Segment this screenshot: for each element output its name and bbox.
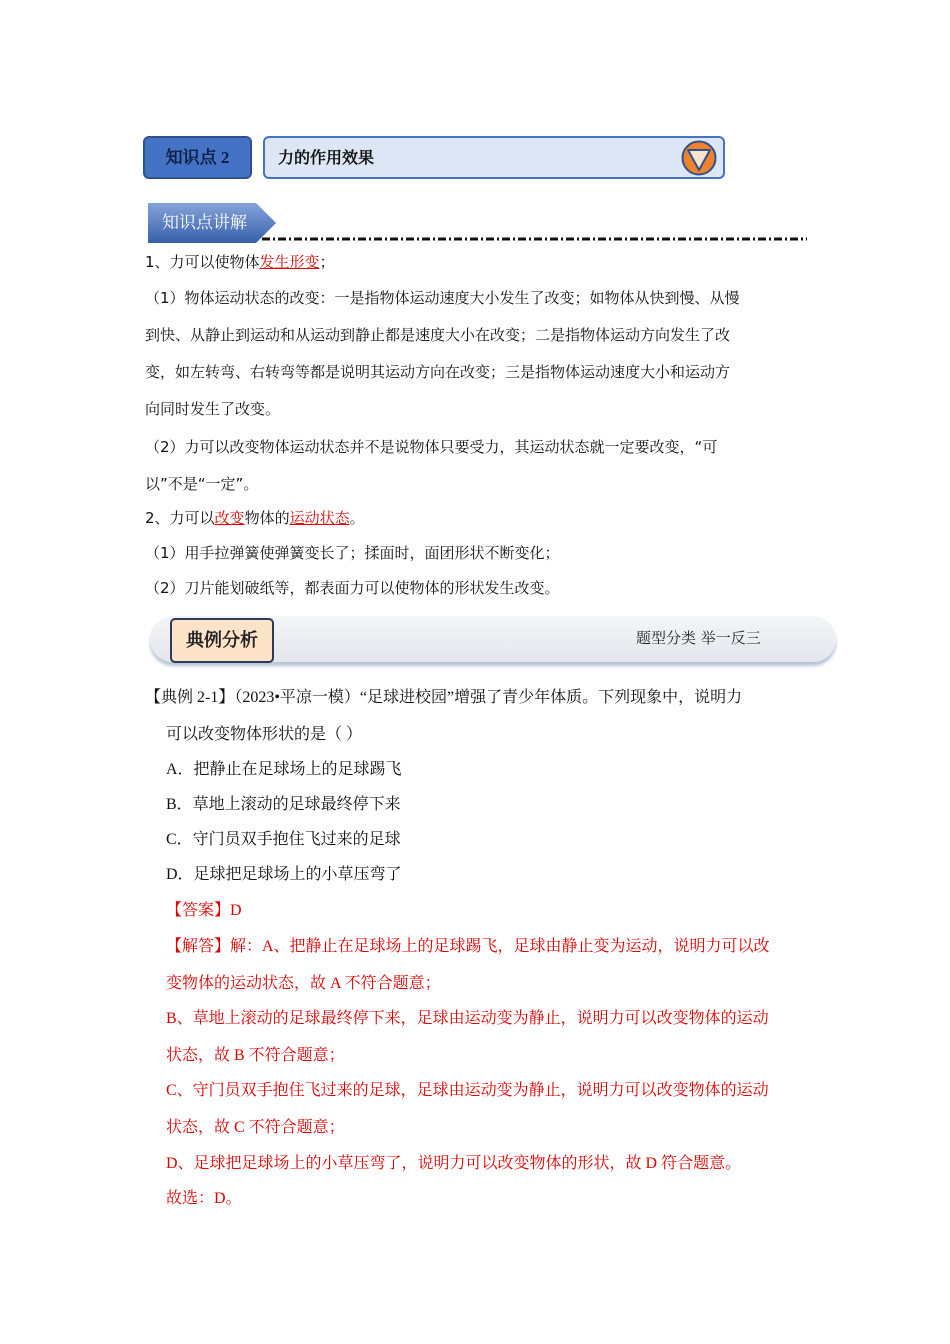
option-a: A．把静止在足球场上的足球踢飞 xyxy=(166,761,402,778)
point-2-end: 。 xyxy=(349,509,365,527)
point-2-text: 2、力可以 xyxy=(145,509,215,527)
point-1-keyword: 发生形变 xyxy=(259,253,320,271)
knowledge-point-title: 力的作用效果 xyxy=(278,148,375,167)
point-1-sub1-line4: 向同时发生了改变。 xyxy=(145,400,281,418)
section-divider xyxy=(262,236,807,242)
point-1-sub2-line1: （2）力可以改变物体运动状态并不是说物体只要受力，其运动状态就一定要改变，“可 xyxy=(145,438,718,456)
knowledge-point-tag: 知识点 2 xyxy=(143,136,252,179)
point-1-sub1-line3: 变，如左转弯、右转弯等都是说明其运动方向在改变；三是指物体运动速度大小和运动方 xyxy=(145,363,731,381)
point-2-sub1: （1）用手拉弹簧使弹簧变长了；揉面时，面团形状不断变化； xyxy=(145,544,560,562)
point-2-keyword-2: 运动状态 xyxy=(289,509,350,527)
example-banner-subtitle: 题型分类 举一反三 xyxy=(636,629,761,647)
solution-line6: 状态，故 C 不符合题意； xyxy=(166,1119,345,1136)
solution-line7: D、足球把足球场上的小草压弯了，说明力可以改变物体的形状，故 D 符合题意。 xyxy=(166,1155,742,1172)
solution-line3: B、草地上滚动的足球最终停下来，足球由运动变为静止，说明力可以改变物体的运动 xyxy=(166,1010,769,1027)
example-question-line2: 可以改变物体形状的是（ ） xyxy=(166,726,363,743)
option-d: D．足球把足球场上的小草压弯了 xyxy=(166,866,402,883)
option-c: C．守门员双手抱住飞过来的足球 xyxy=(166,831,401,848)
point-1-sub1-line2: 到快、从静止到运动和从运动到静止都是速度大小在改变；二是指物体运动方向发生了改 xyxy=(145,326,731,344)
point-2-text-mid: 物体的 xyxy=(244,509,290,527)
point-1 xyxy=(145,252,335,272)
solution-line2: 变物体的运动状态，故 A 不符合题意； xyxy=(166,975,441,992)
point-1-sub2-line2: 以”不是“一定”。 xyxy=(145,475,259,493)
knowledge-point-title-bar xyxy=(263,136,725,179)
point-2 xyxy=(145,508,365,528)
solution-conclusion: 故选：D。 xyxy=(166,1190,242,1207)
point-1-text: 1、力可以使物体 xyxy=(145,253,260,271)
option-b: B．草地上滚动的足球最终停下来 xyxy=(166,796,401,813)
example-question-line1: 【典例 2-1】（2023•平凉一模）“足球进校园”增强了青少年体质。下列现象中，说明力 xyxy=(145,689,743,706)
solution-line5: C、守门员双手抱住飞过来的足球，足球由运动变为静止，说明力可以改变物体的运动 xyxy=(166,1082,769,1099)
point-1-end: ； xyxy=(319,253,335,271)
point-2-keyword-1: 改变 xyxy=(214,509,245,527)
answer: 【答案】D xyxy=(166,902,242,919)
solution-line4: 状态，故 B 不符合题意； xyxy=(166,1047,345,1064)
section-ribbon-label: 知识点讲解 xyxy=(162,213,247,233)
example-banner-label: 典例分析 xyxy=(170,618,274,663)
point-1-sub1-line1: （1）物体运动状态的改变：一是指物体运动速度大小发生了改变；如物体从快到慢、从慢 xyxy=(145,289,740,307)
solution-line1: 【解答】解：A、把静止在足球场上的足球踢飞，足球由静止变为运动，说明力可以改 xyxy=(166,938,770,955)
point-2-sub2: （2）刀片能划破纸等，都表面力可以使物体的形状发生改变。 xyxy=(145,579,560,597)
triangle-down-icon xyxy=(681,140,717,176)
